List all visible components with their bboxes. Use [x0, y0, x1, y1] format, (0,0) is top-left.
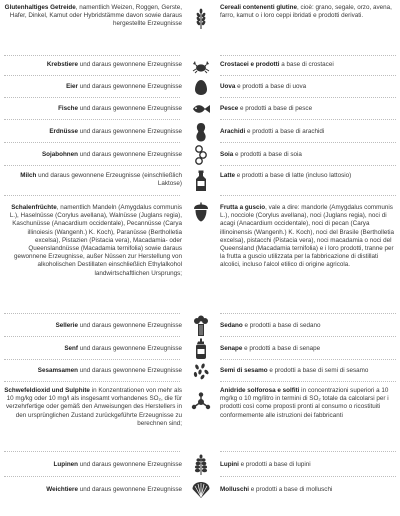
divider — [4, 119, 180, 120]
divider — [220, 165, 396, 166]
soybean-icon — [190, 144, 212, 166]
de-text: Sojabohnen und daraus gewonnene Erzeugnisse — [41, 151, 182, 158]
divider — [4, 165, 180, 166]
divider — [220, 359, 396, 360]
it-text: Semi di sesamo e prodotti a base di semi di sesamo — [220, 367, 369, 374]
shell-icon — [190, 479, 212, 501]
de-text: Milch und daraus gewonnene Erzeugnisse (einschließlich Laktose) — [20, 172, 182, 188]
lupin-icon — [190, 454, 212, 476]
de-text: Fische und daraus gewonnene Erzeugnisse — [58, 105, 182, 112]
divider — [4, 97, 180, 98]
de-text: Sesamsamen und daraus gewonnene Erzeugnisse — [37, 367, 182, 374]
divider — [220, 97, 396, 98]
divider — [4, 75, 180, 76]
it-text: Frutta a guscio, vale a dire: mandorle (Amygdalus communis L.), nocciole (Corylus avellana), noci (Juglans regia), noci di acagi (Anacardium occidentale), noci di pecan (Carya illinoinensis (Wangenh.) K. Koch), noci del Brasile (Bertholletia excelsa), pistacchi (Pistacia vera), noci macadamia o noci del Queensland (Macadamia ternifolia) e i loro prodotti, tranne per la frutta a guscio utilizzata per la fabbricazione di distillati alcolici, incluso l'alcol etilico di origine agricola. — [220, 204, 395, 269]
divider — [220, 75, 396, 76]
molecule-icon — [190, 391, 212, 413]
divider — [4, 451, 180, 452]
acorn-icon — [190, 201, 212, 223]
de-text: Krebstiere und daraus gewonnene Erzeugnisse — [46, 61, 182, 68]
divider — [4, 359, 180, 360]
peanut-icon — [190, 121, 212, 143]
wheat-icon — [190, 8, 212, 30]
divider — [220, 119, 396, 120]
de-text: Lupinen und daraus gewonnene Erzeugnisse — [53, 461, 182, 468]
de-text: Schwefeldioxid und Sulphite in Konzentrationen von mehr als 10 mg/kg oder 10 mg/l als insgesamt vorhandenes SO₂, die für verzehrfertige oder gemäß den Anweisungen des Herstellers in den ursprünglichen Zustand zurückgeführte Erzeugnisse zu berechnen sind; — [4, 387, 182, 427]
it-text: Soia e prodotti a base di soia — [220, 151, 302, 158]
de-text: Eier und daraus gewonnene Erzeugnisse — [66, 83, 182, 90]
divider — [4, 476, 180, 477]
milk-bottle-icon — [190, 170, 212, 192]
divider — [4, 195, 180, 196]
divider — [220, 476, 396, 477]
it-text: Crostacei e prodotti a base di crostacei — [220, 61, 334, 68]
divider — [4, 55, 180, 56]
divider — [220, 55, 396, 56]
de-text: Erdnüsse und daraus gewonnene Erzeugnisse — [49, 128, 182, 135]
divider — [4, 142, 180, 143]
it-text: Uova e prodotti a base di uova — [220, 83, 307, 90]
it-text: Lupini e prodotti a base di lupini — [220, 461, 311, 468]
divider — [220, 451, 396, 452]
it-text: Sedano e prodotti a base di sedano — [220, 322, 321, 329]
it-text: Latte e prodotti a base di latte (incluso lattosio) — [220, 172, 352, 179]
fish-icon — [190, 98, 212, 120]
divider — [220, 195, 396, 196]
sesame-seeds-icon — [190, 360, 212, 382]
divider — [4, 336, 180, 337]
mustard-jar-icon — [190, 338, 212, 360]
it-text: Anidride solforosa e solfiti in concentrazioni superiori a 10 mg/kg o 10 mg/litro in termini di SO₂ totale da calcolarsi per i prodotti così come proposti pronti al consumo o ricostituiti conformemente alle istruzioni dei fabbricanti — [220, 387, 389, 419]
divider — [4, 313, 180, 314]
it-text: Cereali contenenti glutine, cioè: grano, segale, orzo, avena, farro, kamut o i loro ceppi ibridati e prodotti derivati. — [220, 4, 392, 20]
it-text: Molluschi e prodotti a base di molluschi — [220, 486, 333, 493]
it-text: Senape e prodotti a base di senape — [220, 345, 321, 352]
de-text: Glutenhaltiges Getreide, namentlich Weizen, Roggen, Gerste, Hafer, Dinkel, Kamut oder Hybridstämme davon sowie daraus hergestellte Erzeugnisse — [4, 4, 182, 28]
de-text: Weichtiere und daraus gewonnene Erzeugnisse — [46, 486, 182, 493]
de-text: Sellerie und daraus gewonnene Erzeugnisse — [55, 322, 182, 329]
divider — [4, 381, 180, 382]
de-text: Senf und daraus gewonnene Erzeugnisse — [64, 345, 182, 352]
divider — [220, 381, 396, 382]
egg-icon — [190, 76, 212, 98]
it-text: Arachidi e prodotti a base di arachidi — [220, 128, 325, 135]
divider — [220, 313, 396, 314]
de-text: Schalenfrüchte, namentlich Mandeln (Amygdalus communis L.), Haselnüsse (Corylus avellana), Walnüsse (Juglans regia), Kaschunüsse (Anacardium occidentale), Pecannüsse (Carya illinoiesis (Wangenh.) K. Koch), Paranüsse (Bertholletia excelsa), Pistazien (Pistacia vera), Macadamia- oder Queenslandnüsse (Macadamia ternifolia) sowie daraus gewonnene Erzeugnisse, außer Nüssen zur Herstellung von alkoholischen Destillaten einschließlich Ethylalkohol landwirtschaftlichen Ursprungs; — [9, 204, 182, 277]
celery-icon — [190, 315, 212, 337]
divider — [220, 336, 396, 337]
divider — [220, 142, 396, 143]
crab-icon — [190, 55, 212, 77]
it-text: Pesce e prodotti a base di pesce — [220, 105, 313, 112]
